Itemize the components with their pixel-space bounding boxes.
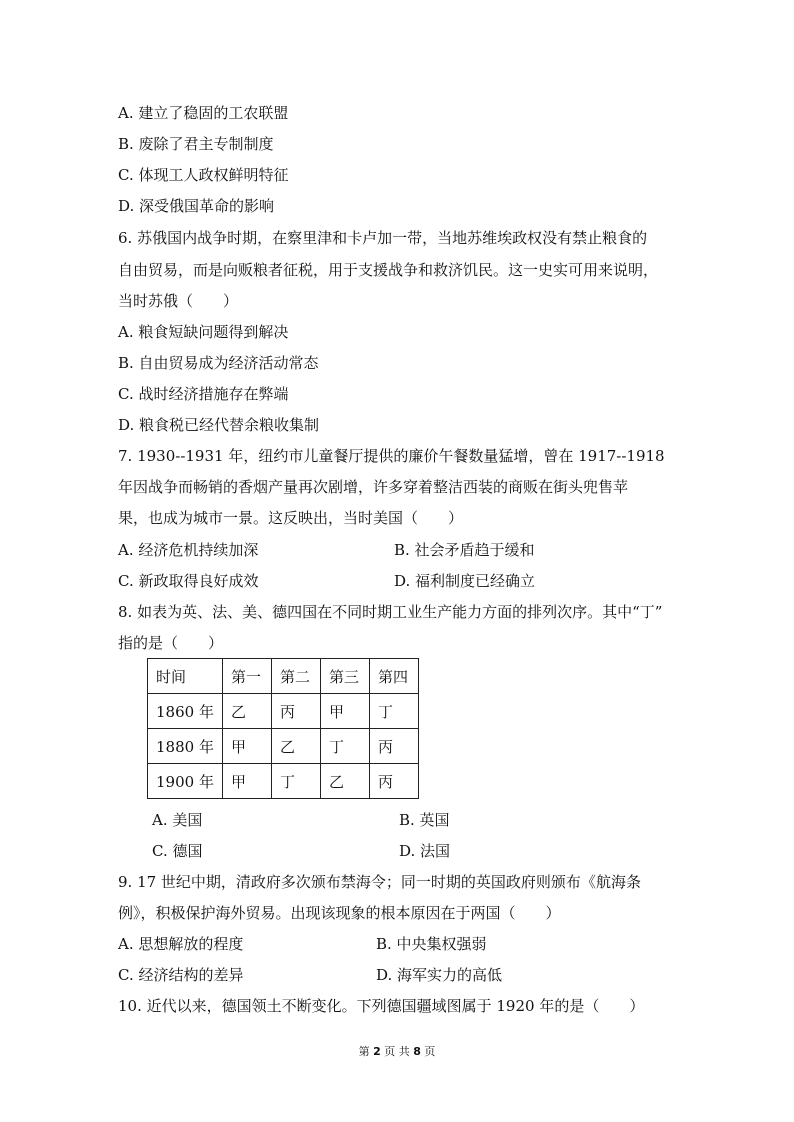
footer-middle: 页 共	[384, 1045, 410, 1058]
table-header-cell: 第四	[370, 659, 419, 694]
table-cell: 甲	[223, 729, 272, 764]
q6-stem-line2: 自由贸易，而是向贩粮者征税，用于支援战争和救济饥民。这一史实可用来说明，	[118, 261, 659, 279]
q8-option-c: C. 德国	[152, 842, 203, 860]
table-cell: 乙	[321, 764, 370, 799]
q7-stem-line2: 年因战争而畅销的香烟产量再次剧增，许多穿着整洁西装的商贩在街头兜售苹	[118, 478, 629, 496]
table-cell: 乙	[272, 729, 321, 764]
table-cell: 丁	[321, 729, 370, 764]
q6-option-a: A. 粮食短缺问题得到解决	[118, 323, 289, 341]
table-header-cell: 第二	[272, 659, 321, 694]
table-cell: 甲	[223, 764, 272, 799]
page-footer	[0, 1043, 794, 1059]
table-cell: 丙	[370, 729, 419, 764]
table-row	[148, 764, 419, 799]
q8-option-b: B. 英国	[399, 811, 450, 829]
q7-stem-line3: 果，也成为城市一景。这反映出，当时美国（ ）	[118, 509, 464, 527]
table-header-cell: 第三	[321, 659, 370, 694]
table-cell: 甲	[321, 694, 370, 729]
q5-option-b: B. 废除了君主专制制度	[118, 135, 274, 153]
footer-page-number: 2	[373, 1045, 381, 1058]
q9-option-c: C. 经济结构的差异	[118, 966, 244, 984]
footer-prefix: 第	[358, 1045, 370, 1058]
q9-option-d: D. 海军实力的高低	[376, 966, 503, 984]
table-cell: 1900 年	[148, 764, 223, 799]
q9-stem-line1: 9. 17 世纪中期，清政府多次颁布禁海令；同一时期的英国政府则颁布《航海条	[118, 873, 641, 891]
table-cell: 丁	[272, 764, 321, 799]
q9-option-a: A. 思想解放的程度	[118, 935, 244, 953]
q5-option-a: A. 建立了稳固的工农联盟	[118, 104, 289, 122]
q6-option-c: C. 战时经济措施存在弊端	[118, 385, 289, 403]
q8-stem-line1: 8. 如表为英、法、美、德四国在不同时期工业生产能力方面的排列次序。其中“丁”	[118, 603, 663, 621]
ranking-table	[147, 658, 419, 799]
table-cell: 丙	[272, 694, 321, 729]
table-cell: 丁	[370, 694, 419, 729]
q6-option-b: B. 自由贸易成为经济活动常态	[118, 354, 319, 372]
table-cell: 丙	[370, 764, 419, 799]
q6-option-d: D. 粮食税已经代替余粮收集制	[118, 416, 320, 434]
q7-option-c: C. 新政取得良好成效	[118, 572, 259, 590]
q8-option-a: A. 美国	[152, 811, 203, 829]
table-cell: 1860 年	[148, 694, 223, 729]
q10-stem-line1: 10. 近代以来，德国领土不断变化。下列德国疆域图属于 1920 年的是（ ）	[118, 997, 645, 1015]
table-header-cell: 第一	[223, 659, 272, 694]
table-row	[148, 729, 419, 764]
q9-option-b: B. 中央集权强弱	[376, 935, 487, 953]
q6-stem-line1: 6. 苏俄国内战争时期，在察里津和卡卢加一带，当地苏维埃政权没有禁止粮食的	[118, 229, 648, 247]
table-row	[148, 694, 419, 729]
table-header-row	[148, 659, 419, 694]
q5-option-c: C. 体现工人政权鲜明特征	[118, 166, 289, 184]
q6-stem-line3: 当时苏俄（ ）	[118, 292, 239, 310]
q8-stem-line2: 指的是（ ）	[118, 634, 224, 652]
table-cell: 乙	[223, 694, 272, 729]
q7-stem-line1: 7. 1930--1931 年，纽约市儿童餐厅提供的廉价午餐数量猛增，曾在 1917--1918	[118, 447, 665, 465]
q7-option-b: B. 社会矛盾趋于缓和	[394, 541, 535, 559]
footer-suffix: 页	[424, 1045, 436, 1058]
q9-stem-line2: 例》，积极保护海外贸易。出现该现象的根本原因在于两国（ ）	[118, 904, 561, 922]
table-cell: 1880 年	[148, 729, 223, 764]
q5-option-d: D. 深受俄国革命的影响	[118, 197, 275, 215]
q7-option-d: D. 福利制度已经确立	[394, 572, 536, 590]
q7-option-a: A. 经济危机持续加深	[118, 541, 259, 559]
footer-total-pages: 8	[413, 1045, 421, 1058]
table-header-cell: 时间	[148, 659, 223, 694]
q8-option-d: D. 法国	[399, 842, 451, 860]
